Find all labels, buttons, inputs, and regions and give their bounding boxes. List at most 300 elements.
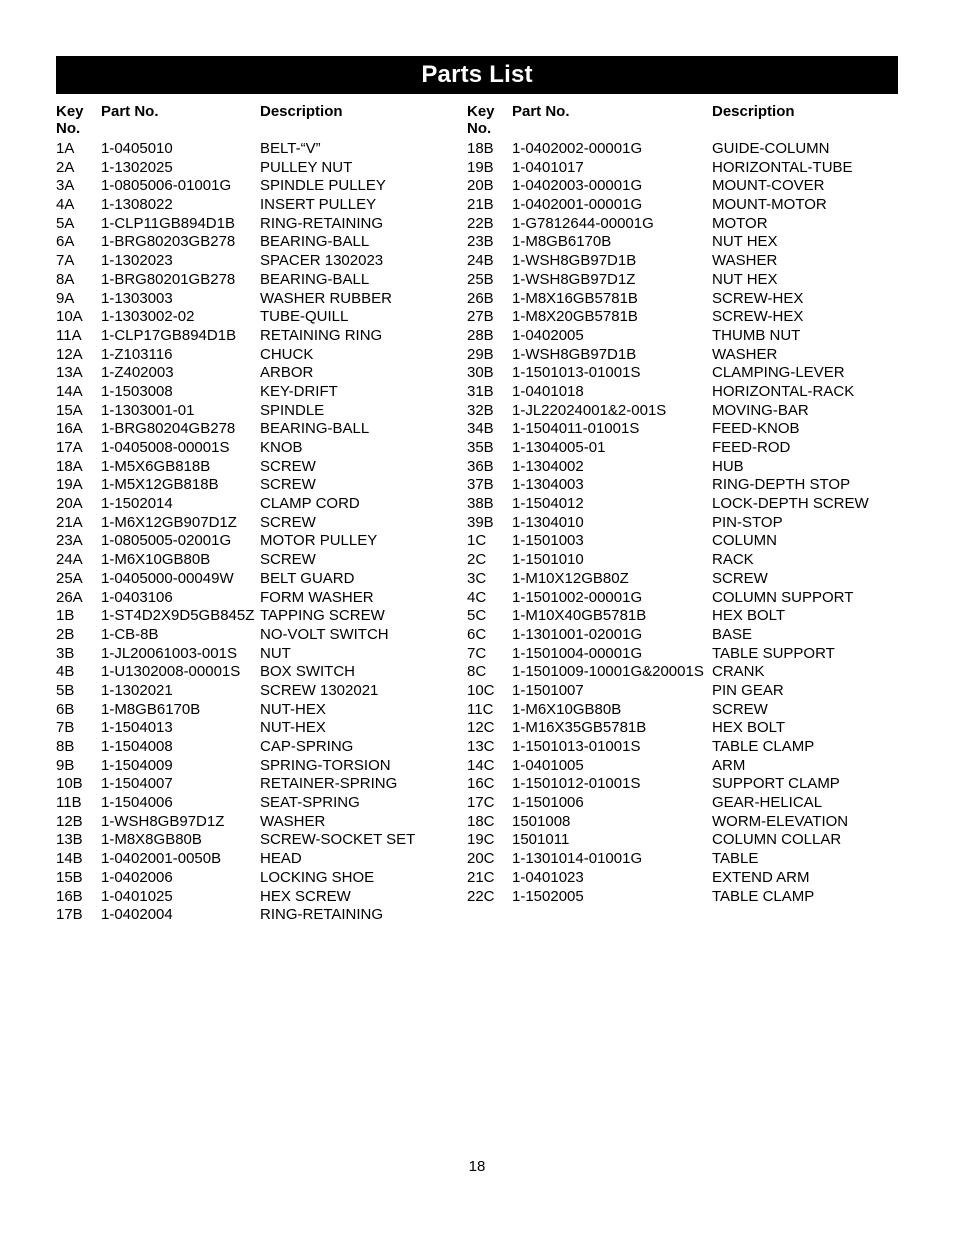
key-no: 32B bbox=[467, 401, 494, 419]
description: PIN-STOP bbox=[712, 513, 783, 531]
key-no: 11B bbox=[56, 794, 82, 812]
key-no: 10C bbox=[467, 681, 495, 699]
part-no: 1-1501013-01001S bbox=[512, 364, 641, 382]
key-no: 17B bbox=[56, 906, 83, 924]
key-no: 13C bbox=[467, 738, 495, 755]
table-row bbox=[56, 589, 415, 608]
key-no: 22C bbox=[467, 887, 495, 905]
description: CLAMP CORD bbox=[260, 495, 360, 513]
key-no: 1C bbox=[467, 532, 487, 550]
description: SCREW bbox=[260, 551, 316, 569]
key-no: 8C bbox=[467, 663, 487, 681]
part-no: 1-0805006-01001G bbox=[101, 177, 232, 195]
key-no: 11A bbox=[56, 326, 82, 344]
key-no: 12B bbox=[56, 812, 83, 830]
table-row bbox=[56, 420, 415, 439]
table-row bbox=[56, 215, 415, 234]
page-number: 18 bbox=[468, 1158, 486, 1175]
key-no: 39B bbox=[467, 513, 494, 531]
description: SCREW-HEX bbox=[712, 289, 804, 307]
key-no: 13A bbox=[56, 364, 83, 382]
table-row bbox=[56, 308, 415, 327]
part-no: 1-M8X20GB5781B bbox=[512, 308, 638, 326]
part-no: 1-1301014-01001G bbox=[512, 850, 643, 868]
header-key-no bbox=[56, 103, 101, 140]
part-no: 1-CB-8B bbox=[101, 625, 159, 643]
part-no: 1-1501006 bbox=[512, 794, 584, 812]
table-row bbox=[467, 439, 869, 458]
part-no: 1-1303001-01 bbox=[101, 401, 195, 419]
part-no: 1-1304003 bbox=[512, 476, 584, 494]
part-no: 1-1501009-10001G&20001S bbox=[512, 663, 704, 681]
key-no: 23B bbox=[467, 233, 494, 251]
table-row bbox=[56, 140, 415, 159]
key-no: 17A bbox=[56, 439, 83, 456]
table-row bbox=[56, 402, 415, 421]
key-no: 24B bbox=[467, 252, 494, 270]
table-row bbox=[56, 495, 415, 514]
key-no: 6C bbox=[467, 625, 487, 643]
key-no: 25A bbox=[56, 569, 83, 587]
description: HEX BOLT bbox=[712, 719, 786, 737]
table-row bbox=[467, 551, 869, 570]
key-no: 4A bbox=[56, 196, 75, 214]
part-no: 1-M16X35GB5781B bbox=[512, 719, 647, 737]
description: FEED-KNOB bbox=[712, 420, 800, 438]
description: SPACER 1302023 bbox=[260, 252, 384, 270]
description: ARBOR bbox=[260, 364, 314, 382]
table-row bbox=[56, 271, 415, 290]
header-key-line2: No. bbox=[467, 120, 492, 137]
header-key-line1: Key bbox=[56, 103, 84, 120]
key-no: 15B bbox=[56, 868, 83, 886]
description: TABLE CLAMP bbox=[712, 738, 815, 755]
part-no: 1-M5X12GB818B bbox=[101, 476, 219, 494]
description: BELT-“V” bbox=[260, 140, 321, 157]
table-row bbox=[467, 738, 869, 757]
table-row bbox=[467, 589, 869, 608]
key-no: 2A bbox=[56, 158, 75, 176]
table-row bbox=[467, 570, 869, 589]
key-no: 12C bbox=[467, 719, 495, 737]
description: KNOB bbox=[260, 439, 303, 456]
key-no: 16A bbox=[56, 420, 83, 438]
key-no: 6A bbox=[56, 233, 75, 251]
key-no: 23A bbox=[56, 532, 83, 550]
description: FEED-ROD bbox=[712, 439, 791, 456]
table-row bbox=[56, 682, 415, 701]
part-no: 1-0401017 bbox=[512, 158, 584, 176]
table-row bbox=[56, 476, 415, 495]
description: GEAR-HELICAL bbox=[712, 794, 823, 812]
table-row bbox=[467, 159, 869, 178]
part-no: 1-Z103116 bbox=[101, 345, 173, 363]
key-no: 14A bbox=[56, 382, 83, 400]
description: SCREW bbox=[712, 700, 768, 718]
key-no: 3A bbox=[56, 177, 75, 195]
description: GUIDE-COLUMN bbox=[712, 140, 830, 157]
table-row bbox=[467, 290, 869, 309]
part-no: 1-0805005-02001G bbox=[101, 532, 232, 550]
table-row bbox=[467, 626, 869, 645]
table-row bbox=[56, 439, 415, 458]
table-row bbox=[467, 813, 869, 832]
key-no: 29B bbox=[467, 345, 494, 363]
table-row bbox=[56, 869, 415, 888]
description: SCREW bbox=[260, 476, 316, 494]
table-row bbox=[56, 252, 415, 271]
key-no: 18C bbox=[467, 812, 495, 830]
key-no: 25B bbox=[467, 270, 494, 288]
key-no: 18A bbox=[56, 457, 83, 475]
part-no: 1-0402006 bbox=[101, 868, 173, 886]
part-no: 1-1504013 bbox=[101, 719, 173, 737]
table-row bbox=[56, 850, 415, 869]
table-row bbox=[467, 794, 869, 813]
table-row bbox=[467, 346, 869, 365]
header-part-no: Part No. bbox=[512, 103, 570, 120]
description: SPRING-TORSION bbox=[260, 756, 391, 774]
table-row bbox=[56, 233, 415, 252]
table-row bbox=[56, 813, 415, 832]
key-no: 30B bbox=[467, 364, 494, 382]
table-row bbox=[56, 514, 415, 533]
key-no: 13B bbox=[56, 831, 83, 849]
table-row bbox=[56, 196, 415, 215]
description: BEARING-BALL bbox=[260, 233, 370, 251]
rows-left bbox=[56, 140, 415, 925]
part-no: 1-M10X12GB80Z bbox=[512, 569, 629, 587]
key-no: 24A bbox=[56, 551, 83, 569]
key-no: 4B bbox=[56, 663, 75, 681]
table-row bbox=[467, 420, 869, 439]
part-no: 1-1501004-00001G bbox=[512, 644, 643, 662]
table-row bbox=[56, 607, 415, 626]
description: HORIZONTAL-TUBE bbox=[712, 158, 853, 176]
part-no: 1-M6X10GB80B bbox=[512, 700, 622, 718]
description: PULLEY NUT bbox=[260, 158, 353, 176]
table-header bbox=[56, 103, 415, 140]
part-no: 1-1504006 bbox=[101, 794, 173, 812]
table-row bbox=[467, 757, 869, 776]
description: NUT HEX bbox=[712, 270, 778, 288]
key-no: 2C bbox=[467, 551, 487, 569]
part-no: 1-1501010 bbox=[512, 551, 584, 569]
key-no: 15A bbox=[56, 401, 83, 419]
part-no: 1-1302021 bbox=[101, 681, 173, 699]
part-no: 1-M8GB6170B bbox=[512, 233, 612, 251]
description: SPINDLE bbox=[260, 401, 325, 419]
header-key-line2: No. bbox=[56, 120, 81, 137]
description: HEX BOLT bbox=[712, 607, 786, 625]
key-no: 26A bbox=[56, 588, 83, 606]
header-key-line1: Key bbox=[467, 103, 495, 120]
key-no: 34B bbox=[467, 420, 494, 438]
description: BOX SWITCH bbox=[260, 663, 356, 681]
description: RING-DEPTH STOP bbox=[712, 476, 851, 494]
part-no: 1-1301001-02001G bbox=[512, 625, 643, 643]
table-row bbox=[56, 383, 415, 402]
description: MOUNT-COVER bbox=[712, 177, 825, 195]
part-no: 1-M8X8GB80B bbox=[101, 831, 202, 849]
description: SUPPORT CLAMP bbox=[712, 775, 840, 793]
key-no: 14B bbox=[56, 850, 83, 868]
description: CHUCK bbox=[260, 345, 314, 363]
table-row bbox=[467, 869, 869, 888]
part-no: 1-0405000-00049W bbox=[101, 569, 234, 587]
part-no: 1-0401023 bbox=[512, 868, 584, 886]
key-no: 3C bbox=[467, 569, 487, 587]
table-row bbox=[467, 775, 869, 794]
key-no: 9A bbox=[56, 289, 75, 307]
part-no: 1-0401025 bbox=[101, 887, 173, 905]
description: CAP-SPRING bbox=[260, 738, 354, 755]
key-no: 9B bbox=[56, 756, 75, 774]
part-no: 1-0403106 bbox=[101, 588, 173, 606]
key-no: 28B bbox=[467, 326, 494, 344]
description: LOCKING SHOE bbox=[260, 868, 375, 886]
description: NO-VOLT SWITCH bbox=[260, 625, 389, 643]
part-no: 1-1308022 bbox=[101, 196, 173, 214]
part-no: 1-0402005 bbox=[512, 326, 584, 344]
part-no: 1-1502014 bbox=[101, 495, 173, 513]
part-no: 1-1501012-01001S bbox=[512, 775, 641, 793]
table-row bbox=[467, 888, 869, 907]
key-no: 7A bbox=[56, 252, 75, 270]
description: SCREW 1302021 bbox=[260, 681, 379, 699]
part-no: 1-1503008 bbox=[101, 382, 173, 400]
description: BEARING-BALL bbox=[260, 420, 370, 438]
table-row bbox=[56, 775, 415, 794]
part-no: 1-0405010 bbox=[101, 140, 173, 157]
table-row bbox=[467, 215, 869, 234]
key-no: 21A bbox=[56, 513, 83, 531]
part-no: 1-0402003-00001G bbox=[512, 177, 643, 195]
table-row bbox=[56, 346, 415, 365]
key-no: 5C bbox=[467, 607, 487, 625]
part-no: 1-M6X12GB907D1Z bbox=[101, 513, 237, 531]
description: TAPPING SCREW bbox=[260, 607, 385, 625]
key-no: 21B bbox=[467, 196, 494, 214]
description: MOTOR PULLEY bbox=[260, 532, 378, 550]
description: HUB bbox=[712, 457, 744, 475]
part-no: 1-0402002-00001G bbox=[512, 140, 643, 157]
table-row bbox=[56, 458, 415, 477]
key-no: 20A bbox=[56, 495, 83, 513]
description: MOUNT-MOTOR bbox=[712, 196, 827, 214]
table-row bbox=[467, 607, 869, 626]
table-row bbox=[56, 701, 415, 720]
part-no: 1-1302025 bbox=[101, 158, 173, 176]
description: SEAT-SPRING bbox=[260, 794, 360, 812]
description: HEX SCREW bbox=[260, 887, 351, 905]
part-no: 1-1304005-01 bbox=[512, 439, 606, 456]
description: SCREW-SOCKET SET bbox=[260, 831, 416, 849]
table-row bbox=[467, 233, 869, 252]
key-no: 16C bbox=[467, 775, 495, 793]
part-no: 1-BRG80204GB278 bbox=[101, 420, 236, 438]
part-no: 1-1303002-02 bbox=[101, 308, 195, 326]
description: NUT HEX bbox=[712, 233, 778, 251]
table-row bbox=[467, 458, 869, 477]
part-no: 1-G7812644-00001G bbox=[512, 214, 654, 232]
table-row bbox=[56, 327, 415, 346]
parts-table-left bbox=[56, 103, 415, 925]
part-no: 1501011 bbox=[512, 831, 570, 849]
part-no: 1-1504009 bbox=[101, 756, 173, 774]
table-row bbox=[467, 364, 869, 383]
key-no: 19B bbox=[467, 158, 494, 176]
key-no: 36B bbox=[467, 457, 494, 475]
table-row bbox=[467, 719, 869, 738]
table-row bbox=[56, 738, 415, 757]
part-no: 1-WSH8GB97D1B bbox=[512, 252, 637, 270]
description: EXTEND ARM bbox=[712, 868, 810, 886]
part-no: 1-0405008-00001S bbox=[101, 439, 230, 456]
part-no: 1-1501007 bbox=[512, 681, 584, 699]
part-no: 1-WSH8GB97D1Z bbox=[512, 270, 636, 288]
header-key-no bbox=[467, 103, 512, 140]
table-row bbox=[56, 551, 415, 570]
key-no: 18B bbox=[467, 140, 494, 157]
key-no: 10B bbox=[56, 775, 83, 793]
table-row bbox=[467, 701, 869, 720]
description: MOVING-BAR bbox=[712, 401, 809, 419]
key-no: 27B bbox=[467, 308, 494, 326]
description: ARM bbox=[712, 756, 746, 774]
part-no: 1-1304010 bbox=[512, 513, 584, 531]
description: NUT-HEX bbox=[260, 700, 326, 718]
part-no: 1-M6X10GB80B bbox=[101, 551, 211, 569]
parts-table-right bbox=[467, 103, 869, 906]
description: WORM-ELEVATION bbox=[712, 812, 849, 830]
table-row bbox=[56, 906, 415, 925]
key-no: 7B bbox=[56, 719, 75, 737]
key-no: 2B bbox=[56, 625, 75, 643]
table-row bbox=[56, 645, 415, 664]
part-no: 1-0402001-00001G bbox=[512, 196, 643, 214]
key-no: 17C bbox=[467, 794, 495, 812]
part-no: 1-WSH8GB97D1Z bbox=[101, 812, 225, 830]
key-no: 4C bbox=[467, 588, 487, 606]
description: HORIZONTAL-RACK bbox=[712, 382, 855, 400]
description: WASHER bbox=[260, 812, 326, 830]
part-no: 1-1303003 bbox=[101, 289, 173, 307]
description: TABLE SUPPORT bbox=[712, 644, 835, 662]
description: COLUMN COLLAR bbox=[712, 831, 842, 849]
key-no: 21C bbox=[467, 868, 495, 886]
key-no: 5B bbox=[56, 681, 75, 699]
part-no: 1-0401005 bbox=[512, 756, 584, 774]
table-row bbox=[467, 252, 869, 271]
table-row bbox=[56, 888, 415, 907]
title-bar bbox=[56, 56, 898, 94]
part-no: 1-WSH8GB97D1B bbox=[512, 345, 637, 363]
part-no: 1-1504008 bbox=[101, 738, 173, 755]
table-row bbox=[467, 402, 869, 421]
key-no: 10A bbox=[56, 308, 83, 326]
key-no: 14C bbox=[467, 756, 495, 774]
key-no: 20B bbox=[467, 177, 494, 195]
description: RING-RETAINING bbox=[260, 906, 384, 924]
table-row bbox=[56, 794, 415, 813]
part-no: 1-1504012 bbox=[512, 495, 584, 513]
part-no: 1-0402004 bbox=[101, 906, 173, 924]
table-row bbox=[467, 663, 869, 682]
description: COLUMN bbox=[712, 532, 778, 550]
description: NUT bbox=[260, 644, 291, 662]
description: LOCK-DEPTH SCREW bbox=[712, 495, 869, 513]
key-no: 8A bbox=[56, 270, 75, 288]
key-no: 19A bbox=[56, 476, 83, 494]
part-no: 1-M8X16GB5781B bbox=[512, 289, 638, 307]
part-no: 1-Z402003 bbox=[101, 364, 174, 382]
key-no: 6B bbox=[56, 700, 75, 718]
key-no: 3B bbox=[56, 644, 75, 662]
table-row bbox=[467, 532, 869, 551]
table-row bbox=[467, 196, 869, 215]
description: RACK bbox=[712, 551, 754, 569]
description: CRANK bbox=[712, 663, 765, 681]
part-no: 1-JL22024001&2-001S bbox=[512, 401, 667, 419]
table-row bbox=[56, 570, 415, 589]
part-no: 1-BRG80201GB278 bbox=[101, 270, 236, 288]
part-no: 1-1304002 bbox=[512, 457, 584, 475]
description: NUT-HEX bbox=[260, 719, 326, 737]
key-no: 37B bbox=[467, 476, 494, 494]
description: HEAD bbox=[260, 850, 302, 868]
key-no: 8B bbox=[56, 738, 75, 755]
key-no: 38B bbox=[467, 495, 494, 513]
description: MOTOR bbox=[712, 214, 768, 232]
part-no: 1-0402001-0050B bbox=[101, 850, 222, 868]
table-row bbox=[56, 364, 415, 383]
part-no: 1-1501013-01001S bbox=[512, 738, 641, 755]
table-row bbox=[467, 682, 869, 701]
header-part-no: Part No. bbox=[101, 103, 159, 120]
description: PIN GEAR bbox=[712, 681, 784, 699]
description: BEARING-BALL bbox=[260, 270, 370, 288]
description: THUMB NUT bbox=[712, 326, 801, 344]
description: RETAINER-SPRING bbox=[260, 775, 398, 793]
part-no: 1-U1302008-00001S bbox=[101, 663, 241, 681]
part-no: 1501008 bbox=[512, 812, 571, 830]
table-row bbox=[467, 383, 869, 402]
part-no: 1-1504007 bbox=[101, 775, 173, 793]
description: SCREW bbox=[260, 457, 316, 475]
table-row bbox=[467, 831, 869, 850]
key-no: 7C bbox=[467, 644, 487, 662]
description: SCREW-HEX bbox=[712, 308, 804, 326]
part-no: 1-1504011-01001S bbox=[512, 420, 640, 438]
description: INSERT PULLEY bbox=[260, 196, 377, 214]
table-row bbox=[467, 140, 869, 159]
table-row bbox=[467, 308, 869, 327]
table-row bbox=[56, 757, 415, 776]
key-no: 20C bbox=[467, 850, 495, 868]
table-row bbox=[56, 719, 415, 738]
key-no: 22B bbox=[467, 214, 494, 232]
description: CLAMPING-LEVER bbox=[712, 364, 845, 382]
description: WASHER bbox=[712, 345, 778, 363]
description: KEY-DRIFT bbox=[260, 382, 338, 400]
table-row bbox=[467, 476, 869, 495]
part-no: 1-M8GB6170B bbox=[101, 700, 201, 718]
key-no: 26B bbox=[467, 289, 494, 307]
description: TUBE-QUILL bbox=[260, 308, 349, 326]
part-no: 1-CLP17GB894D1B bbox=[101, 326, 237, 344]
table-row bbox=[467, 271, 869, 290]
